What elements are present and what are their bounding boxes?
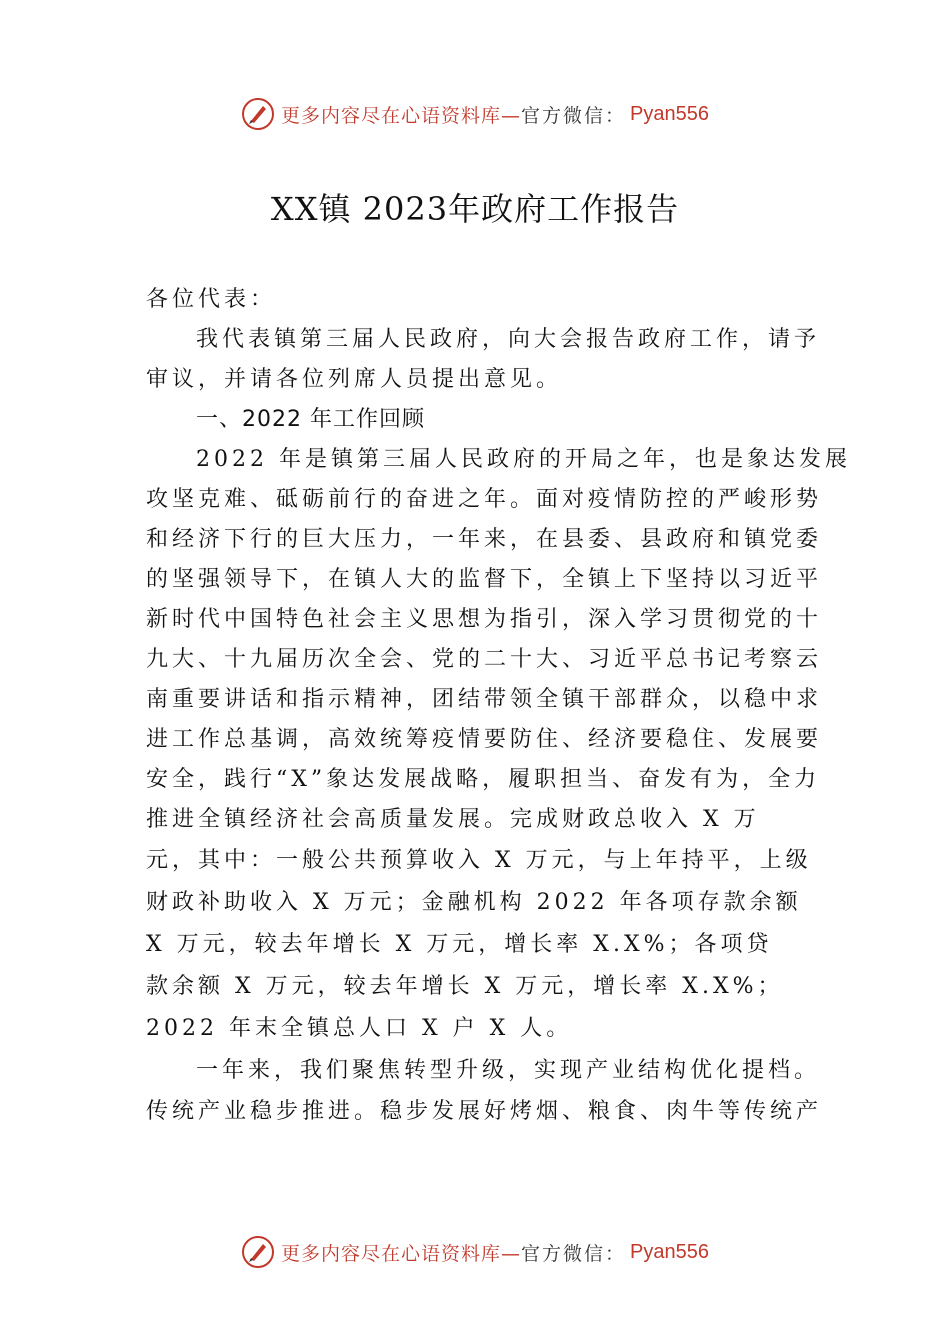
paragraph-line: 南重要讲话和指示精神，团结带领全镇干部群众，以稳中求 (146, 687, 823, 712)
salutation: 各位代表： (146, 287, 277, 312)
paragraph-line: 攻坚克难、砥砺前行的奋进之年。面对疫情防控的严峻形势 (146, 487, 823, 512)
paragraph-line: 的坚强领导下，在镇人大的监督下，全镇上下坚持以习近平 (146, 567, 823, 592)
watermark-text: 更多内容尽在心语资料库— (281, 1242, 522, 1265)
watermark-wechat-id: Pyan556 (630, 1240, 709, 1263)
paragraph-line: 和经济下行的巨大压力，一年来，在县委、县政府和镇党委 (146, 527, 823, 552)
watermark-wechat-id: Pyan556 (630, 102, 709, 125)
watermark-header (0, 94, 950, 134)
paragraph-line: 进工作总基调，高效统筹疫情要防住、经济要稳住、发展要 (146, 727, 823, 752)
paragraph-line: 我代表镇第三届人民政府，向大会报告政府工作，请予 (196, 327, 821, 352)
watermark-wechat-label: 官方微信： (521, 104, 627, 127)
paragraph-line: 审议，并请各位列席人员提出意见。 (146, 367, 563, 392)
watermark-footer (0, 1232, 950, 1272)
paragraph-line: 财政补助收入 X 万元；金融机构 2022 年各项存款余额 (146, 890, 802, 915)
paragraph-line: 一年来，我们聚焦转型升级，实现产业结构优化提档。 (196, 1058, 821, 1083)
watermark-wechat-label: 官方微信： (521, 1242, 627, 1265)
paragraph-line: 九大、十九届历次全会、党的二十大、习近平总书记考察云 (146, 647, 823, 672)
paragraph-line: X 万元，较去年增长 X 万元，增长率 X.X%；各项贷 (146, 932, 773, 957)
page-title: XX镇 2023年政府工作报告 (270, 190, 680, 228)
pen-logo-icon (241, 1235, 275, 1269)
section-heading: 一、2022 年工作回顾 (196, 407, 425, 432)
paragraph-line: 推进全镇经济社会高质量发展。完成财政总收入 X 万 (146, 807, 760, 832)
paragraph-line: 款余额 X 万元，较去年增长 X 万元，增长率 X.X%； (146, 974, 784, 999)
paragraph-line: 传统产业稳步推进。稳步发展好烤烟、粮食、肉牛等传统产 (146, 1099, 823, 1124)
paragraph-line: 2022 年末全镇总人口 X 户 X 人。 (146, 1016, 573, 1041)
watermark-text: 更多内容尽在心语资料库— (281, 104, 522, 127)
paragraph-line: 元，其中：一般公共预算收入 X 万元，与上年持平，上级 (146, 848, 812, 873)
paragraph-line: 2022 年是镇第三届人民政府的开局之年，也是象达发展 (196, 447, 851, 472)
pen-logo-icon (241, 97, 275, 131)
paragraph-line: 新时代中国特色社会主义思想为指引，深入学习贯彻党的十 (146, 607, 823, 632)
paragraph-line: 安全，践行“X”象达发展战略，履职担当、奋发有为，全力 (146, 767, 821, 792)
document-body (146, 280, 851, 1132)
